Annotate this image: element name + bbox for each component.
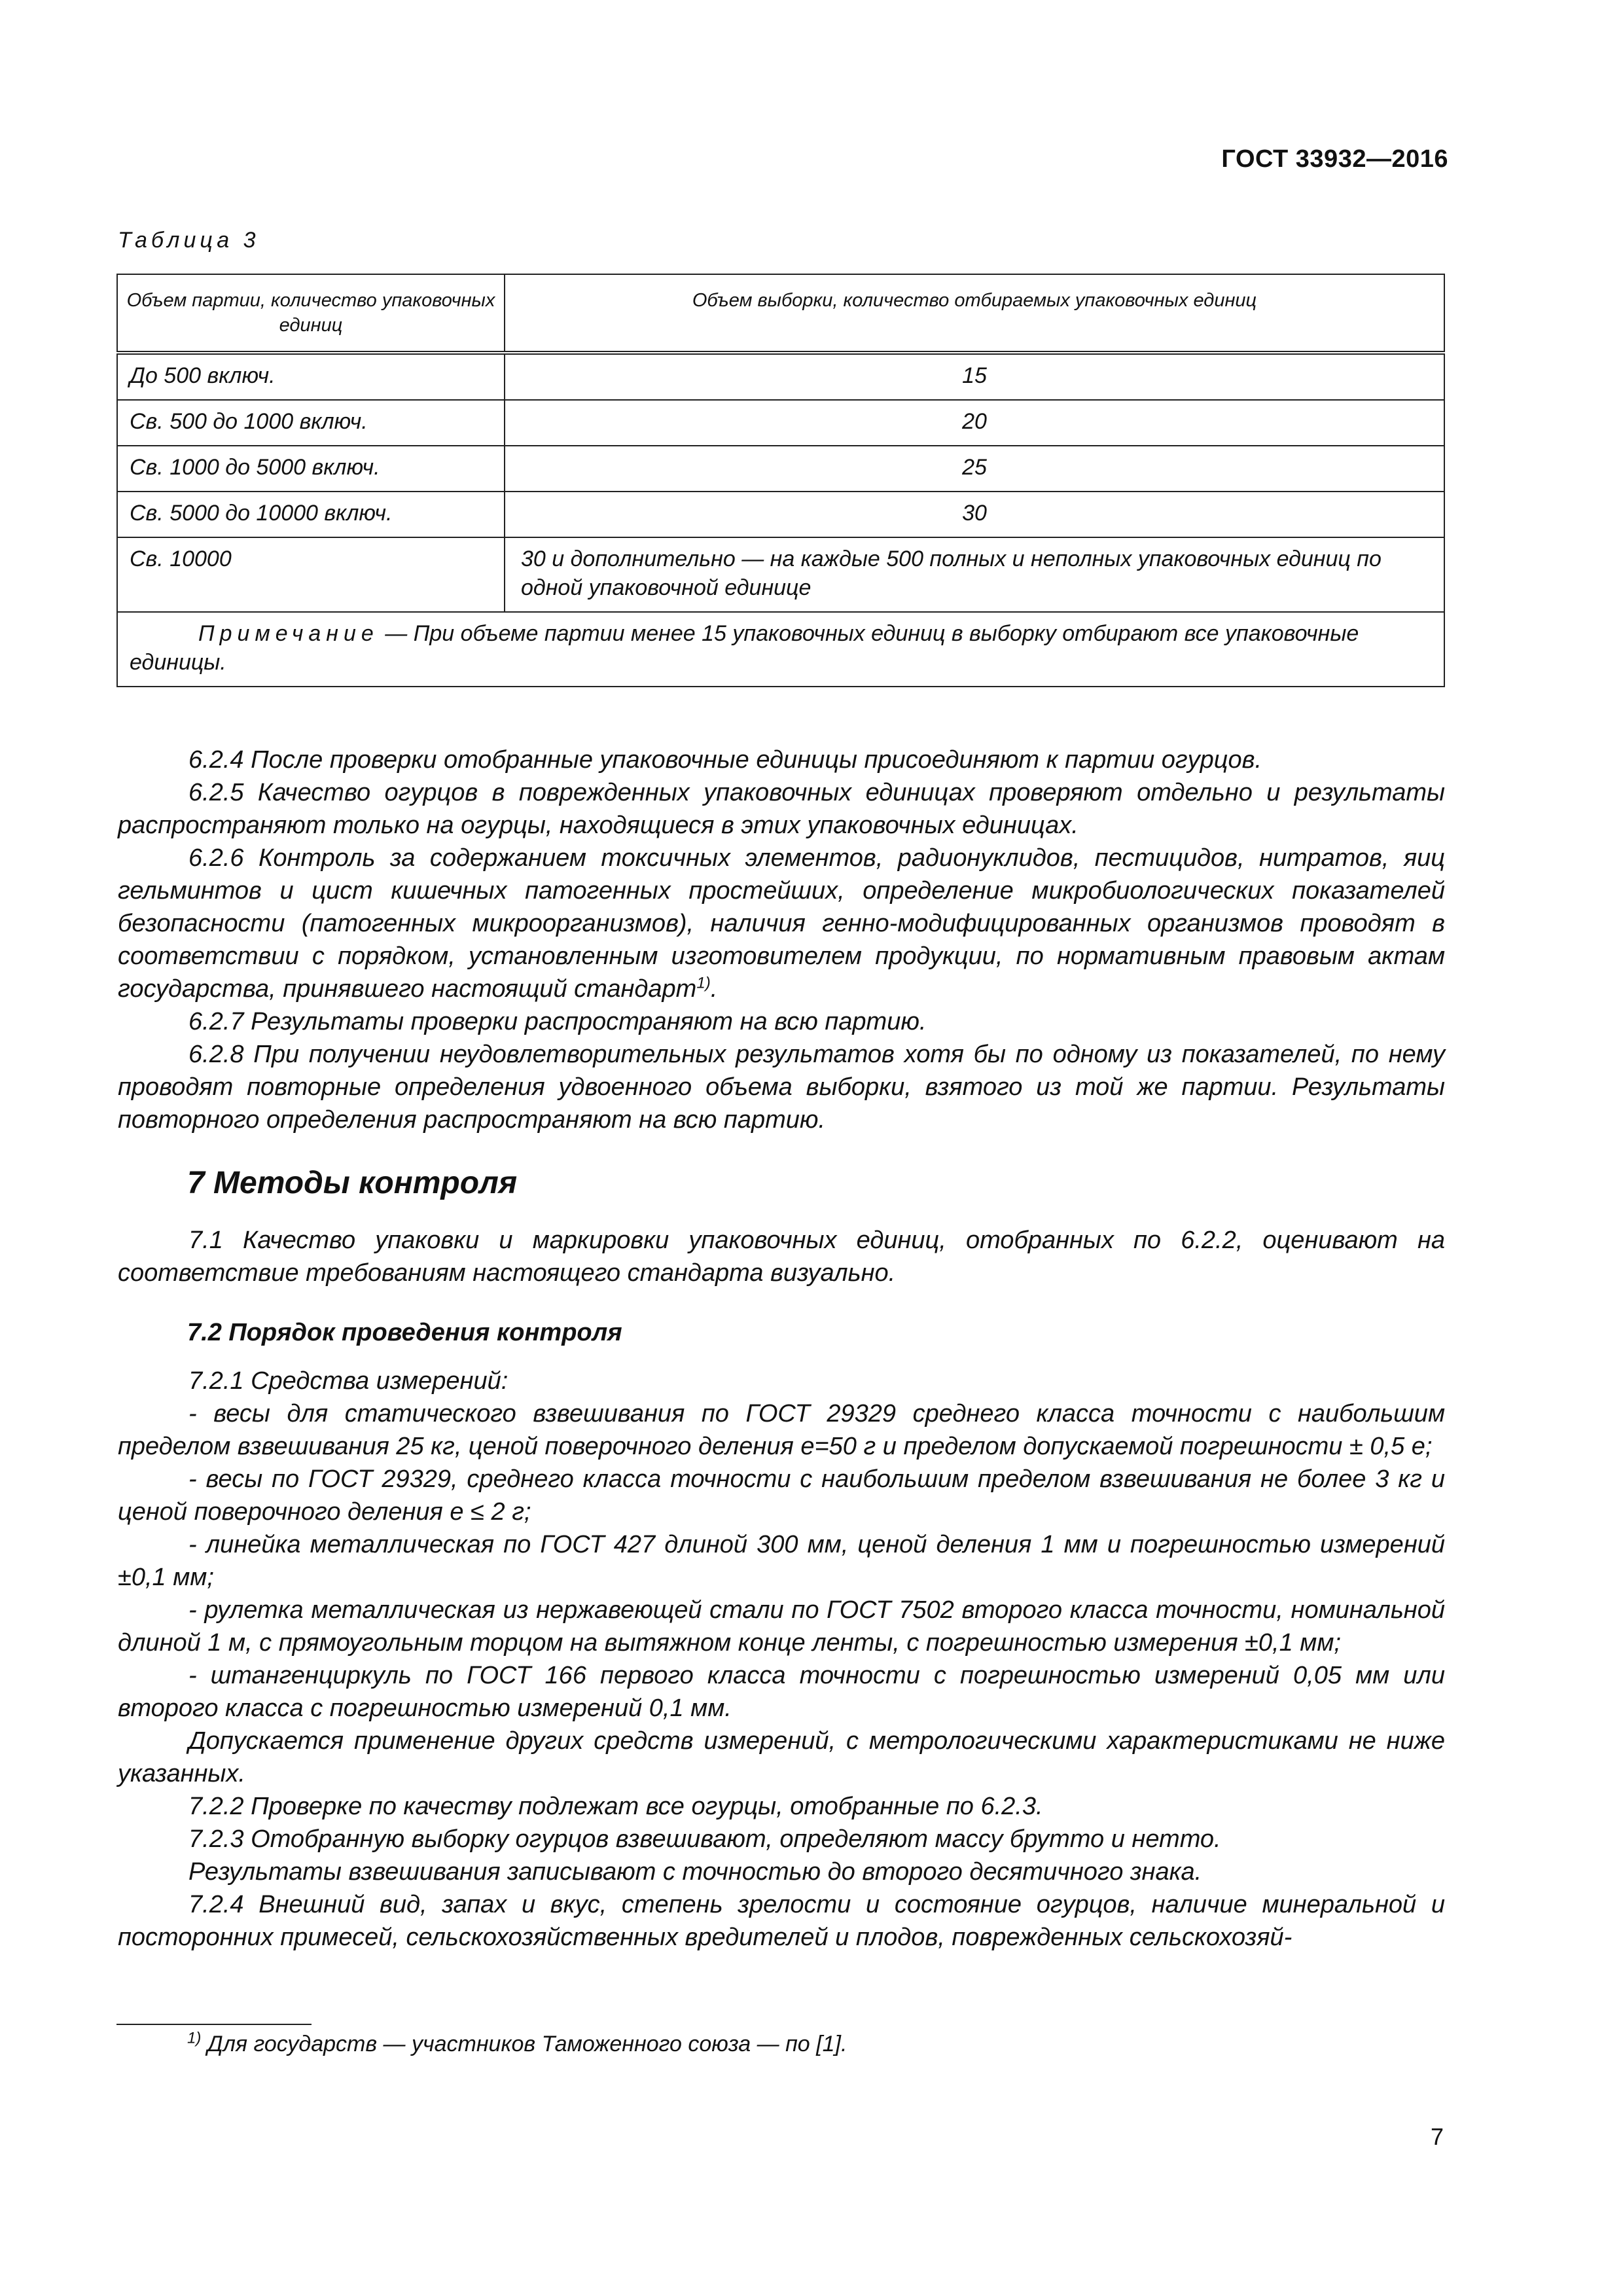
- subsection-7-2-body: [118, 1365, 1445, 1954]
- paragraph-7-2-4: 7.2.4 Внешний вид, запах и вкус, степень зрелости и состояние огурцов, наличие минеральной и посторонних примесей, сельскохозяйственных вредителей и плодов, поврежденных сельскохозяй-: [118, 1891, 1445, 1951]
- list-item: - штангенциркуль по ГОСТ 166 первого класса точности с погрешностью измерений 0,05 мм или второго класса с погрешностью измерений 0,1 мм.: [118, 1662, 1445, 1722]
- table-note-text: — При объеме партии менее 15 упаковочных единиц в выборку отбирают все упаковочные единицы.: [130, 621, 1359, 675]
- sampling-table: [116, 274, 1445, 687]
- paragraph-7-1: 7.1 Качество упаковки и маркировки упаковочных единиц, отобранных по 6.2.2, оценивают на соответствие требованиям настоящего стандарта визуально.: [118, 1227, 1445, 1287]
- paragraph-6-2-7: 6.2.7 Результаты проверки распространяют на всю партию.: [188, 1008, 927, 1035]
- paragraph-7-2-2: 7.2.2 Проверке по качеству подлежат все огурцы, отобранные по 6.2.3.: [188, 1793, 1043, 1820]
- footnote-reference: 1): [696, 974, 711, 992]
- list-item: - весы по ГОСТ 29329, среднего класса точности с наибольшим пределом взвешивания не более 3 кг и ценой поверочного деления е ≤ 2 г;: [118, 1465, 1445, 1526]
- page-number: 7: [1430, 2123, 1444, 2150]
- paragraph-6-2-6: [118, 842, 1445, 1005]
- table-note: [117, 612, 1444, 687]
- table-header-row: [117, 274, 1444, 353]
- document-code: ГОСТ 33932—2016: [1221, 145, 1448, 173]
- footnote-divider: [116, 2024, 312, 2025]
- paragraph-6-2-6-end: .: [710, 975, 718, 1003]
- table-cell-sample: 30: [505, 492, 1444, 537]
- table-row: [117, 492, 1444, 537]
- paragraph-7-2-1: 7.2.1 Средства измерений:: [188, 1367, 508, 1395]
- section-6-continuation: [118, 744, 1445, 1136]
- list-item: - линейка металлическая по ГОСТ 427 длиной 300 мм, ценой деления 1 мм и погрешностью измерений ±0,1 мм;: [118, 1531, 1445, 1591]
- paragraph-6-2-6-text: 6.2.6 Контроль за содержанием токсичных элементов, радионуклидов, пестицидов, нитратов, яиц гельминтов и цист кишечных патогенных простейших, определение микробиологических показателей безопасности (патогенных микроорганизмов), наличия генно-модифицированных организмов проводят в соответствии с порядком, установленным изготовителем продукции, по нормативным правовым актам государства, принявшего настоящий стандарт: [118, 844, 1445, 1003]
- section-7-1: [118, 1224, 1445, 1289]
- list-item: - весы для статического взвешивания по ГОСТ 29329 среднего класса точности с наибольшим пределом взвешивания 25 кг, ценой поверочного деления е=50 г и пределом допускаемой погрешности ± 0,5 е;: [118, 1400, 1445, 1460]
- paragraph-6-2-4: 6.2.4 После проверки отобранные упаковочные единицы присоединяют к партии огурцов.: [188, 746, 1262, 774]
- table-row: [117, 446, 1444, 492]
- table-cell-sample: 15: [505, 353, 1444, 400]
- paragraph-7-2-3: 7.2.3 Отобранную выборку огурцов взвешивают, определяют массу брутто и нетто.: [188, 1825, 1221, 1853]
- table-row: [117, 353, 1444, 400]
- table-cell-lot: Св. 500 до 1000 включ.: [117, 400, 505, 446]
- table-note-label: Примечание: [198, 621, 379, 646]
- table-caption: Таблица 3: [118, 228, 260, 253]
- table-row: [117, 537, 1444, 612]
- paragraph-allowed-alternatives: Допускается применение других средств измерений, с метрологическими характеристиками не ниже указанных.: [118, 1727, 1445, 1787]
- table-cell-sample: 20: [505, 400, 1444, 446]
- section-7-title: 7 Методы контроля: [187, 1166, 518, 1200]
- table-cell-lot: Св. 1000 до 5000 включ.: [117, 446, 505, 492]
- table-row: [117, 400, 1444, 446]
- paragraph-7-2-3-weighing: Результаты взвешивания записывают с точностью до второго десятичного знака.: [188, 1858, 1202, 1886]
- table-cell-lot: Св. 5000 до 10000 включ.: [117, 492, 505, 537]
- paragraph-6-2-5: 6.2.5 Качество огурцов в поврежденных упаковочных единицах проверяют отдельно и результаты распространяют только на огурцы, находящиеся в этих упаковочных единицах.: [118, 779, 1445, 839]
- table-cell-sample: 25: [505, 446, 1444, 492]
- footnote-text: Для государств — участников Таможенного союза — по [1].: [201, 2032, 847, 2056]
- table-cell-sample: 30 и дополнительно — на каждые 500 полных и неполных упаковочных единиц по одной упаковочной единице: [505, 537, 1444, 612]
- list-item: - рулетка металлическая из нержавеющей стали по ГОСТ 7502 второго класса точности, номинальной длиной 1 м, с прямоугольным торцом на вытяжном конце ленты, с погрешностью измерения ±0,1 мм;: [118, 1596, 1445, 1657]
- paragraph-6-2-8: 6.2.8 При получении неудовлетворительных результатов хотя бы по одному из показателей, по нему проводят повторные определения удвоенного объема выборки, взятого из той же партии. Результаты повторного определения распространяют на всю партию.: [118, 1041, 1445, 1134]
- table-header-sample: Объем выборки, количество отбираемых упаковочных единиц: [505, 274, 1444, 353]
- table-header-lot: Объем партии, количество упаковочных единиц: [117, 274, 505, 353]
- table-note-row: [117, 612, 1444, 687]
- subsection-7-2-title: 7.2 Порядок проведения контроля: [187, 1319, 622, 1346]
- table-cell-lot: До 500 включ.: [117, 353, 505, 400]
- table-cell-lot: Св. 10000: [117, 537, 505, 612]
- footnote: [187, 2029, 847, 2057]
- footnote-mark: 1): [187, 2029, 202, 2047]
